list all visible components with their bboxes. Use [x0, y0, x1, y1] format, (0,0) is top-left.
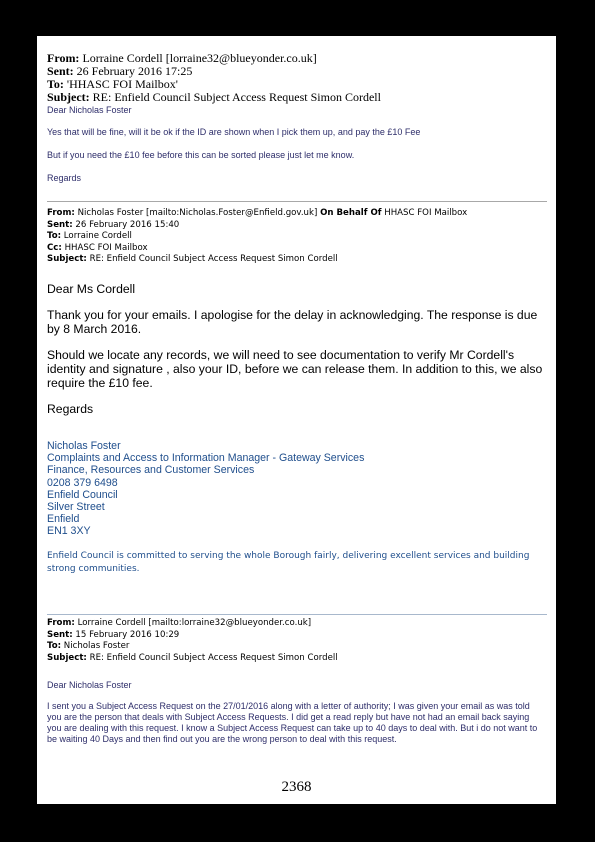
signature-phone: 0208 379 6498 — [47, 476, 118, 489]
signature-department: Finance, Resources and Customer Services — [47, 464, 255, 477]
signature-postcode: EN1 3XY — [47, 525, 91, 538]
signature-town: Enfield — [47, 513, 80, 526]
page-number: 2368 — [281, 779, 312, 795]
email2-para2: Should we locate any records, we will need to see documentation to verify Mr Cordell's identity and signature , also your ID, before we can release them. In addition to this, we also require the £10 fee. — [47, 348, 543, 390]
email1-header — [47, 52, 547, 104]
email3-greeting: Dear Nicholas Foster — [47, 680, 132, 690]
email2-header — [47, 208, 547, 266]
email2-subject: Subject: RE: Enfield Council Subject Access Request Simon Cordell — [47, 254, 338, 264]
email1-greeting: Dear Nicholas Foster — [47, 105, 132, 115]
email1-line2: But if you need the £10 fee before this can be sorted please just let me know. — [47, 150, 355, 160]
email3-to: To: Nicholas Foster — [47, 641, 130, 651]
email2-signature — [47, 440, 547, 538]
email2-sent: Sent: 26 February 2016 15:40 — [47, 219, 180, 230]
email2-from: From: Nicholas Foster [mailto:Nicholas.Foster@Enfield.gov.uk] On Behalf Of HHASC FOI Mailbox — [47, 208, 468, 218]
signature-street: Silver Street — [47, 501, 105, 514]
email1-regards: Regards — [47, 173, 82, 183]
email3-body: I sent you a Subject Access Request on the 27/01/2016 along with a letter of authority; I was given your email as was told you are the person that deals with Subject Access Requests. I did get a read reply but have not had an email back saying you are dealing with this request. I know a Subject Access Request can take up to 40 days to deal with. But i do not want to be waiting 40 Days and then find out you are the wrong person to deal with this request. — [47, 701, 538, 744]
email3-subject: Subject: RE: Enfield Council Subject Access Request Simon Cordell — [47, 652, 338, 663]
email2-para1: Thank you for your emails. I apologise for the delay in acknowledging. The response is due by 8 March 2016. — [47, 308, 538, 336]
email1-to: To: 'HHASC FOI Mailbox' — [47, 77, 178, 91]
email3-from: From: Lorraine Cordell [mailto:lorraine32@blueyonder.co.uk] — [47, 618, 312, 628]
email1-subject: Subject: RE: Enfield Council Subject Access Request Simon Cordell — [47, 90, 381, 104]
email2-to: To: Lorraine Cordell — [47, 231, 132, 241]
signature-title: Complaints and Access to Information Manager - Gateway Services — [47, 452, 365, 465]
divider — [47, 201, 547, 202]
signature-name: Nicholas Foster — [47, 440, 121, 452]
email3-header — [47, 618, 547, 664]
signature-org: Enfield Council — [47, 488, 118, 501]
email1-line1: Yes that will be fine, will it be ok if the ID are shown when I pick them up, and pay the £10 Fee — [47, 127, 421, 137]
document-page — [37, 36, 556, 804]
email3-sent: Sent: 15 February 2016 10:29 — [47, 629, 180, 640]
email1-from: From: Lorraine Cordell [lorraine32@blueyonder.co.uk] — [47, 51, 317, 65]
divider — [47, 614, 547, 615]
email1-sent: Sent: 26 February 2016 17:25 — [47, 64, 193, 78]
email2-commitment: Enfield Council is committed to serving the whole Borough fairly, delivering excellent services and building strong communities. — [47, 551, 530, 574]
email2-regards: Regards — [47, 402, 94, 416]
email2-greeting: Dear Ms Cordell — [47, 282, 136, 296]
email2-cc: Cc: HHASC FOI Mailbox — [47, 242, 148, 253]
